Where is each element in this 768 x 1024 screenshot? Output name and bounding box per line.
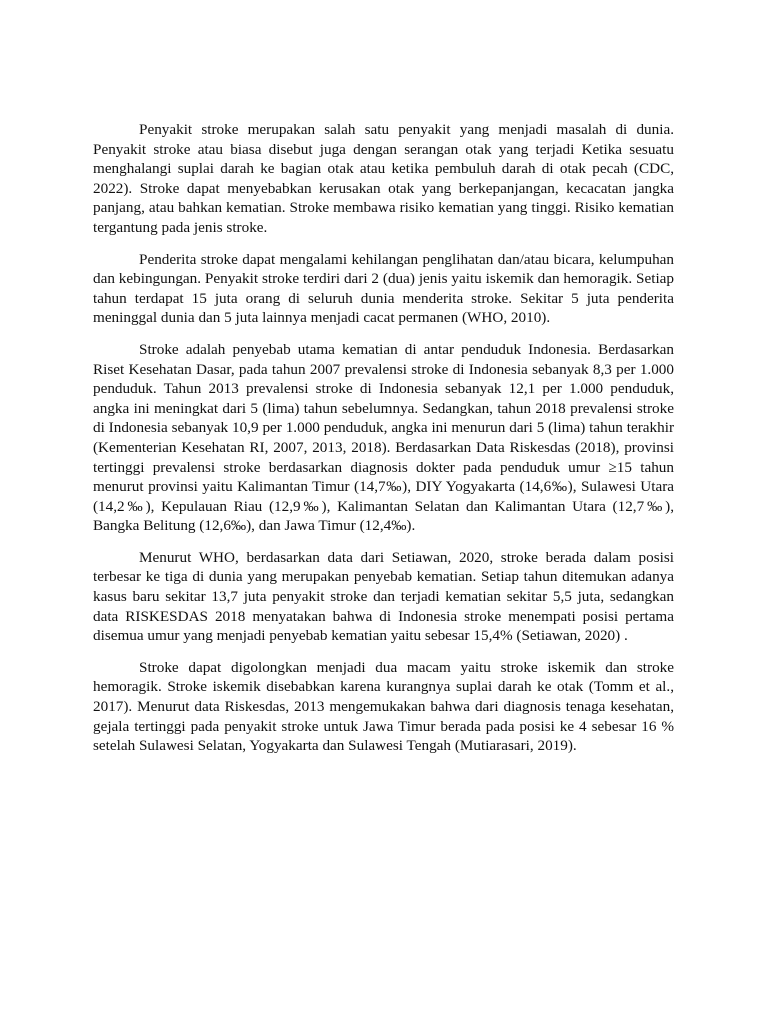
document-page [93,120,674,768]
paragraph-stroke-symptoms: Penderita stroke dapat mengalami kehilangan penglihatan dan/atau bicara, kelumpuhan dan kebingungan. Penyakit stroke terdiri dari 2 (dua) jenis yaitu iskemik dan hemoragik. Setiap tahun terdapat 15 juta orang di seluruh dunia menderita stroke. Sekitar 5 juta penderita meninggal dunia dan 5 juta lainnya menjadi cacat permanen (WHO, 2010). [93,250,674,327]
paragraph-who-data: Menurut WHO, berdasarkan data dari Setiawan, 2020, stroke berada dalam posisi terbesar ke tiga di dunia yang merupakan penyebab kematian. Setiap tahun ditemukan adanya kasus baru sekitar 13,7 juta penyakit stroke dan terjadi kematian sekitar 5,5 juta, sedangkan data RISKESDAS 2018 menyatakan bahwa di Indonesia stroke menempati posisi pertama disemua umur yang menjadi penyebab kematian yaitu sebesar 15,4% (Setiawan, 2020) . [93,548,674,645]
paragraph-stroke-prevalence-indonesia: Stroke adalah penyebab utama kematian di antar penduduk Indonesia. Berdasarkan Riset Kesehatan Dasar, pada tahun 2007 prevalensi stroke di Indonesia sebanyak 8,3 per 1.000 penduduk. Tahun 2013 prevalensi stroke di Indonesia sebanyak 12,1 per 1.000 penduduk, angka ini meningkat dari 5 (lima) tahun sebelumnya. Sedangkan, tahun 2018 prevalensi stroke di Indonesia sebanyak 10,9 per 1.000 penduduk, angka ini menurun dari 5 (lima) tahun terakhir (Kementerian Kesehatan RI, 2007, 2013, 2018). Berdasarkan Data Riskesdas (2018), provinsi tertinggi prevalensi stroke berdasarkan diagnosis dokter pada penduduk umur ≥15 tahun menurut provinsi yaitu Kalimantan Timur (14,7‰), DIY Yogyakarta (14,6‰), Sulawesi Utara (14,2‰), Kepulauan Riau (12,9‰), Kalimantan Selatan dan Kalimantan Utara (12,7‰), Bangka Belitung (12,6‰), dan Jawa Timur (12,4‰). [93,340,674,535]
paragraph-stroke-definition: Penyakit stroke merupakan salah satu penyakit yang menjadi masalah di dunia. Penyakit stroke atau biasa disebut juga dengan serangan otak yang terjadi Ketika sesuatu menghalangi suplai darah ke bagian otak atau ketika pembuluh darah di otak pecah (CDC, 2022). Stroke dapat menyebabkan kerusakan otak yang berkepanjangan, kecacatan jangka panjang, atau bahkan kematian. Stroke membawa risiko kematian yang tinggi. Risiko kematian tergantung pada jenis stroke. [93,121,674,236]
paragraph-stroke-types: Stroke dapat digolongkan menjadi dua macam yaitu stroke iskemik dan stroke hemoragik. Stroke iskemik disebabkan karena kurangnya suplai darah ke otak (Tomm et al., 2017). Menurut data Riskesdas, 2013 mengemukakan bahwa dari diagnosis tenaga kesehatan, gejala tertinggi pada penyakit stroke untuk Jawa Timur berada pada posisi ke 4 sebesar 16 % setelah Sulawesi Selatan, Yogyakarta dan Sulawesi Tengah (Mutiarasari, 2019). [93,658,674,755]
